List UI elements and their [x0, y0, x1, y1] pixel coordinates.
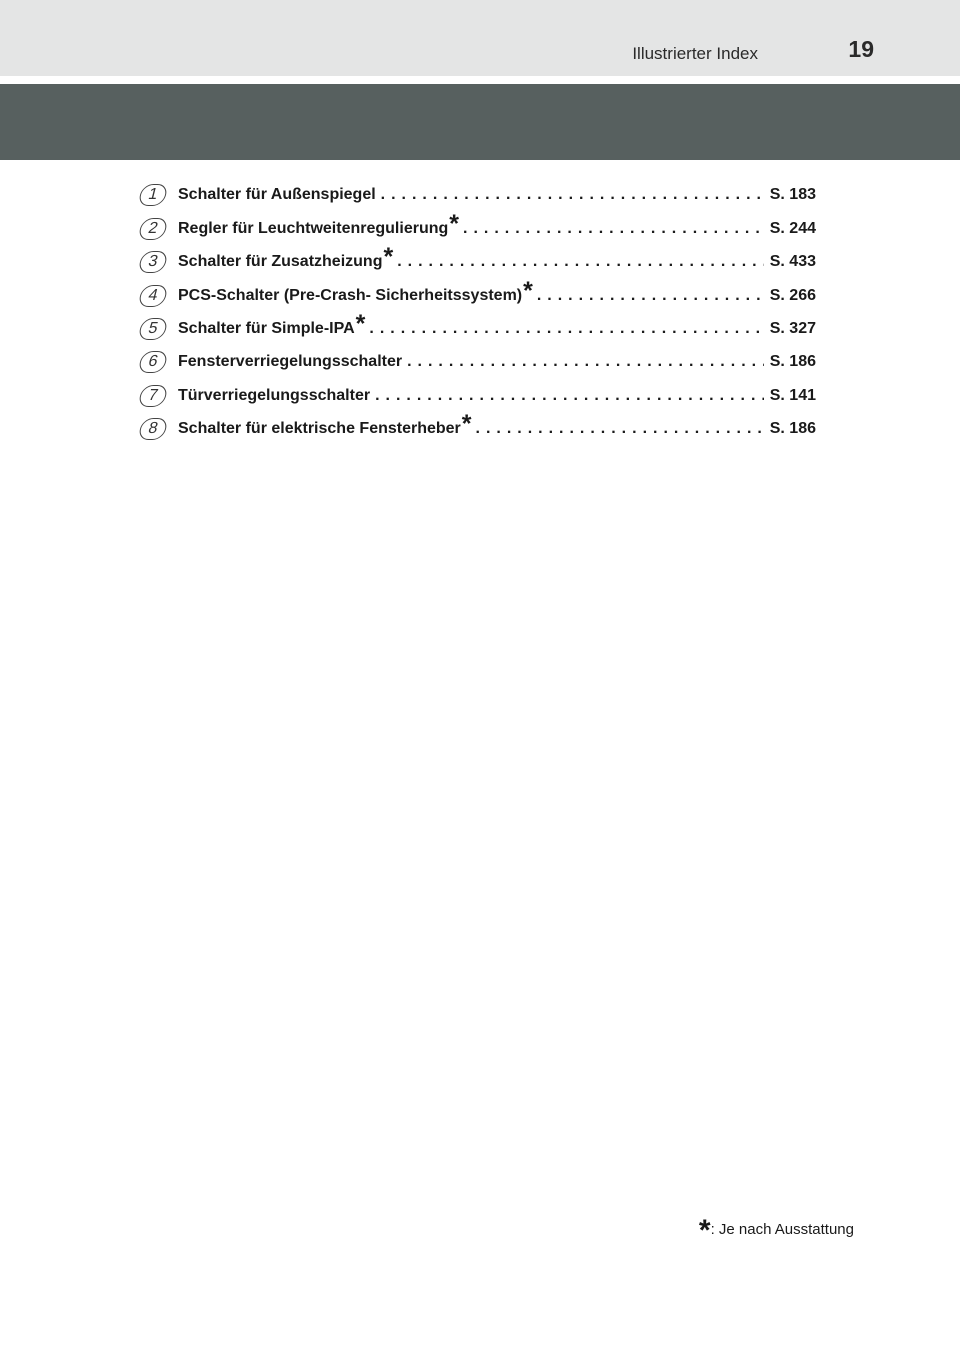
- entry-page-ref[interactable]: S. 186: [769, 420, 816, 438]
- index-entry-4: [140, 272, 816, 305]
- entry-page-ref[interactable]: S. 327: [769, 319, 816, 337]
- header-band: [0, 84, 960, 160]
- section-title: Illustrierter Index: [632, 44, 758, 63]
- header-strip: [0, 0, 960, 76]
- entry-label: Schalter für elektrische Fensterheber: [178, 420, 461, 438]
- entry-page-ref[interactable]: S. 266: [769, 286, 816, 304]
- asterisk-icon: *: [449, 209, 459, 238]
- index-entry-6: [140, 339, 816, 372]
- dot-leader: [537, 286, 764, 306]
- entry-page-ref[interactable]: S. 186: [769, 353, 816, 371]
- index-entry-7: [140, 372, 816, 405]
- asterisk-icon: *: [355, 309, 366, 338]
- entry-number-badge: 1: [137, 184, 168, 206]
- dot-leader: [476, 419, 764, 439]
- entry-label: Schalter für Zusatzheizung: [178, 253, 383, 271]
- entry-number-badge: 5: [137, 318, 168, 340]
- page-number: 19: [848, 36, 874, 62]
- entry-number-badge: 2: [137, 218, 168, 240]
- entry-number-badge: 3: [137, 251, 168, 273]
- entry-page-ref[interactable]: S. 433: [769, 253, 816, 271]
- footnote-text: : Je nach Ausstattung: [710, 1221, 854, 1238]
- asterisk-icon: *: [383, 243, 394, 272]
- index-entry-1: [140, 172, 816, 205]
- entry-number-badge: 8: [137, 418, 168, 440]
- asterisk-icon: *: [523, 276, 533, 305]
- dot-leader: [375, 386, 764, 406]
- asterisk-icon: *: [698, 1214, 711, 1247]
- entry-number-badge: 6: [137, 351, 168, 373]
- dot-leader: [407, 352, 764, 372]
- entry-label: Regler für Leuchtweitenregulierung: [178, 219, 449, 237]
- index-entry-5: [140, 306, 816, 339]
- asterisk-icon: *: [461, 410, 472, 439]
- entry-page-ref[interactable]: S. 244: [769, 219, 816, 237]
- index-entry-3: [140, 239, 816, 272]
- footnote: [698, 1214, 854, 1247]
- dot-leader: [397, 252, 764, 272]
- entry-page-ref[interactable]: S. 141: [769, 386, 816, 404]
- dot-leader: [369, 319, 763, 339]
- index-entry-8: [140, 406, 816, 439]
- entry-label: Fensterverriegelungsschalter: [178, 353, 403, 371]
- entry-label: PCS-Schalter (Pre-Crash- Sicherheitssystem): [178, 286, 523, 304]
- entry-number-badge: 4: [137, 285, 168, 307]
- entry-page-ref[interactable]: S. 183: [769, 186, 816, 204]
- dot-leader: [463, 219, 764, 239]
- index-list: [140, 172, 816, 439]
- entry-number-badge: 7: [137, 385, 168, 407]
- entry-label: Türverriegelungsschalter: [178, 386, 371, 404]
- entry-label: Schalter für Simple-IPA: [178, 319, 355, 337]
- dot-leader: [381, 185, 764, 205]
- entry-label: Schalter für Außenspiegel: [178, 186, 376, 204]
- index-entry-2: [140, 205, 816, 238]
